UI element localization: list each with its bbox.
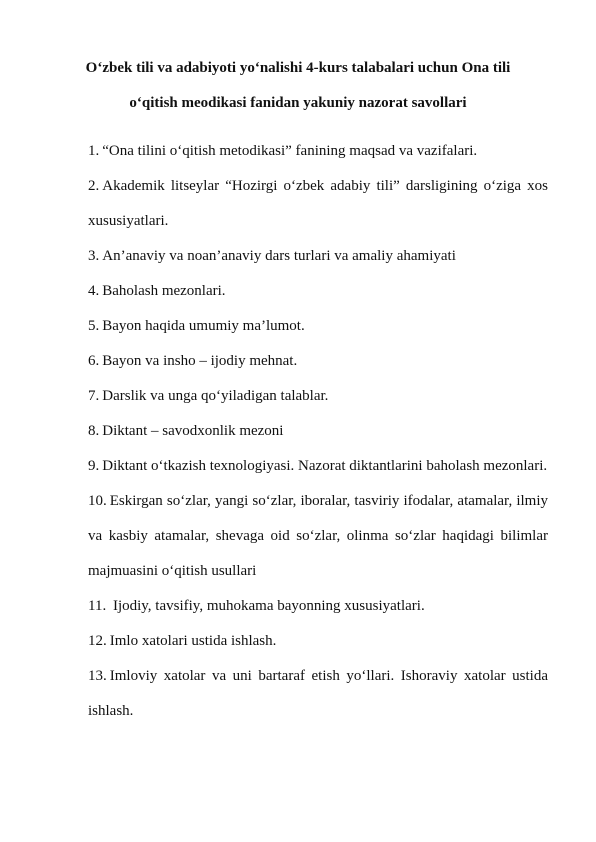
question-text: Bayon haqida umumiy ma’lumot. xyxy=(102,318,305,334)
question-item-4 xyxy=(88,274,548,309)
question-number: 2. xyxy=(88,178,100,194)
document-title-line-2: o‘qitish meodikasi fanidan yakuniy nazorat savollari xyxy=(129,95,467,111)
question-number: 13. xyxy=(88,668,107,684)
question-text: Darslik va unga qo‘yiladigan talablar. xyxy=(102,388,329,404)
question-number: 12. xyxy=(88,633,107,649)
question-text: Diktant – savodxonlik mezoni xyxy=(102,423,284,439)
question-text: Baholash mezonlari. xyxy=(102,283,226,299)
question-number: 5. xyxy=(88,318,100,334)
question-item-1 xyxy=(88,134,548,169)
question-item-13 xyxy=(88,659,548,729)
document-title-line-1: O‘zbek tili va adabiyoti yo‘nalishi 4-kurs talabalari uchun Ona tili xyxy=(85,60,511,76)
question-item-3 xyxy=(88,239,548,274)
question-number: 4. xyxy=(88,283,100,299)
question-number: 8. xyxy=(88,423,100,439)
question-number: 1. xyxy=(88,143,100,159)
question-number: 9. xyxy=(88,458,100,474)
question-number: 7. xyxy=(88,388,100,404)
question-text: Akademik litseylar “Hozirgi o‘zbek adabiy tili” darsligining o‘ziga xos xususiyatlari. xyxy=(88,178,548,229)
question-text: Eskirgan so‘zlar, yangi so‘zlar, iboralar, tasviriy ifodalar, atamalar, ilmiy va kasbiy atamalar, shevaga oid so‘zlar, olinma so‘zlar haqidagi bilimlar majmuasini o‘qitish usullari xyxy=(88,493,548,579)
question-text: Imlo xatolari ustida ishlash. xyxy=(109,633,277,649)
question-item-12 xyxy=(88,624,548,659)
question-text: “Ona tilini o‘qitish metodikasi” fanining maqsad va vazifalari. xyxy=(102,143,478,159)
question-item-7 xyxy=(88,379,548,414)
question-number: 11. xyxy=(88,598,107,614)
question-text: Ijodiy, tavsifiy, muhokama bayonning xususiyatlari. xyxy=(109,598,425,614)
question-number: 6. xyxy=(88,353,100,369)
question-item-8 xyxy=(88,414,548,449)
question-number: 10. xyxy=(88,493,107,509)
question-text: Imloviy xatolar va uni bartaraf etish yo‘llari. Ishoraviy xatolar ustida ishlash. xyxy=(88,668,548,719)
question-number: 3. xyxy=(88,248,100,264)
question-text: Diktant o‘tkazish texnologiyasi. Nazorat diktantlarini baholash mezonlari. xyxy=(102,458,548,474)
question-list xyxy=(88,134,548,729)
question-item-6 xyxy=(88,344,548,379)
question-text: Bayon va insho – ijodiy mehnat. xyxy=(102,353,298,369)
question-text: An’anaviy va noan’anaviy dars turlari va amaliy ahamiyati xyxy=(102,248,456,264)
question-item-9 xyxy=(88,449,548,484)
question-item-11 xyxy=(88,589,548,624)
question-item-5 xyxy=(88,309,548,344)
question-item-2 xyxy=(88,169,548,239)
question-item-10 xyxy=(88,484,548,589)
